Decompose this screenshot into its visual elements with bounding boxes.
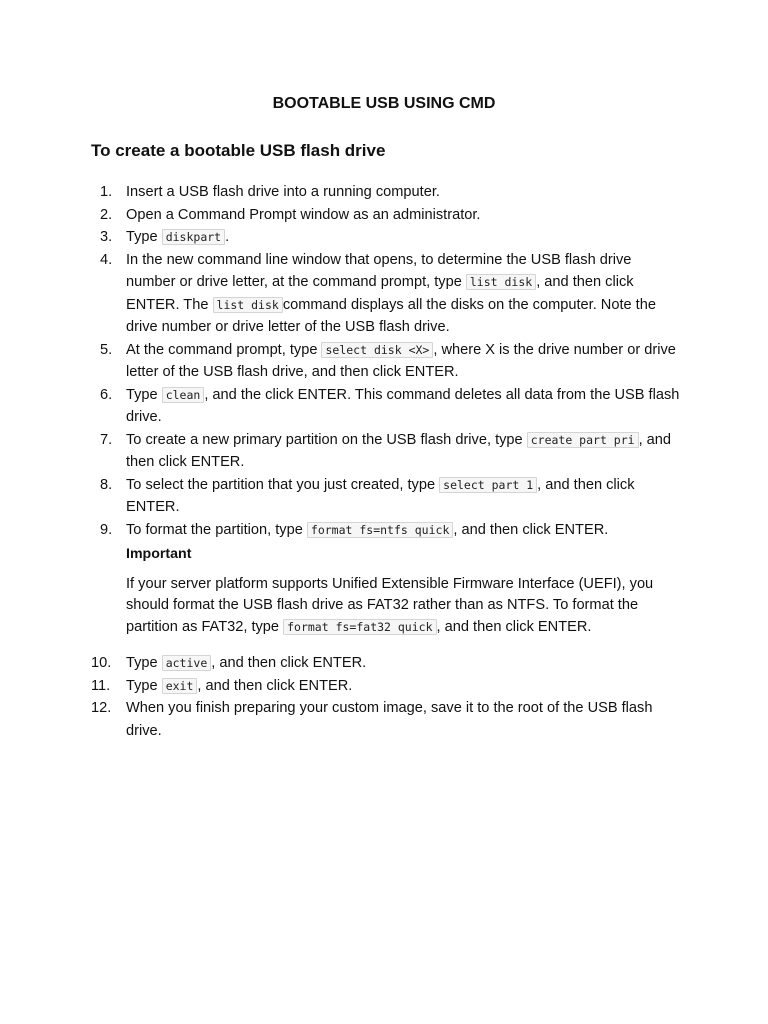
note-text-part: , and then click ENTER. [436, 618, 592, 635]
step-5 [91, 339, 681, 384]
note-text [126, 574, 681, 639]
step-number: 11. [91, 677, 111, 694]
step-text: Open a Command Prompt window as an administrator. [126, 206, 481, 223]
note-heading: Important [126, 546, 192, 562]
section-heading: To create a bootable USB flash drive [91, 141, 386, 160]
step-number: 1. [100, 184, 113, 200]
step-text: command displays all the disks on the computer. Note the drive number or drive letter of the USB flash drive. [126, 296, 656, 335]
command-code: active [162, 655, 212, 671]
step-text: , and the click ENTER. This command deletes all data from the USB flash drive. [126, 386, 680, 425]
step-text: . [225, 229, 230, 245]
step-text: , and then click ENTER. [126, 431, 672, 470]
step-text: To select the partition that you just created, type [126, 476, 440, 493]
command-code: exit [162, 678, 198, 694]
step-text: , and then click ENTER. The [126, 274, 634, 313]
step-number: 8. [100, 476, 113, 493]
step-number: 6. [100, 386, 113, 403]
step-text: When you finish preparing your custom image, save it to the root of the USB flash drive. [126, 700, 653, 739]
command-code: select disk <X> [321, 342, 433, 358]
step-number: 7. [100, 431, 113, 448]
step-number: 4. [100, 251, 113, 268]
command-code: create part pri [527, 432, 639, 448]
command-code: list disk [213, 297, 283, 313]
step-number: 5. [100, 341, 113, 358]
command-code: format fs=fat32 quick [283, 619, 436, 635]
step-3 [91, 226, 681, 249]
step-4 [91, 249, 681, 339]
step-text: , and then click ENTER. [197, 677, 353, 694]
command-code: format fs=ntfs quick [307, 522, 453, 538]
command-code: select part 1 [439, 477, 537, 493]
command-code: clean [162, 387, 205, 403]
command-code: diskpart [162, 229, 225, 245]
step-number: 10. [91, 655, 112, 671]
step-number: 12. [91, 700, 112, 716]
step-10 [91, 652, 681, 675]
step-text: At the command prompt, type [126, 341, 322, 358]
note-text-part: If your server platform supports Unified Extensible Firmware Interface (UEFI), you should format the USB flash drive as FAT32 rather than as NTFS. To format the partition as FAT32, type [126, 575, 654, 635]
important-note [126, 541, 681, 638]
spacer [126, 638, 681, 652]
step-9 [91, 519, 681, 653]
step-text: , and then click ENTER. [126, 476, 635, 515]
step-text: Insert a USB flash drive into a running computer. [126, 184, 440, 200]
step-12 [91, 697, 681, 742]
step-6 [91, 384, 681, 429]
step-text: Type [126, 386, 162, 403]
step-text: To format the partition, type [126, 521, 307, 538]
step-text: , where X is the drive number or drive letter of the USB flash drive, and then click ENTER. [126, 341, 676, 380]
step-text: Type [126, 229, 162, 245]
step-2 [91, 204, 681, 227]
document-title: BOOTABLE USB USING CMD [272, 95, 496, 112]
step-text: In the new command line window that opens, to determine the USB flash drive number or drive letter, at the command prompt, type [126, 251, 632, 290]
command-code: list disk [466, 274, 536, 290]
step-text: To create a new primary partition on the USB flash drive, type [126, 431, 527, 448]
step-number: 3. [100, 229, 113, 245]
step-text: , and then click ENTER. [453, 521, 609, 538]
step-7 [91, 429, 681, 474]
step-number: 2. [100, 206, 113, 223]
step-1 [91, 181, 681, 204]
step-text: , and then click ENTER. [211, 655, 367, 671]
step-11 [91, 675, 681, 698]
step-text: Type [126, 655, 162, 671]
steps-list [91, 181, 681, 742]
step-number: 9. [100, 521, 113, 538]
step-8 [91, 474, 681, 519]
step-text: Type [126, 677, 162, 694]
